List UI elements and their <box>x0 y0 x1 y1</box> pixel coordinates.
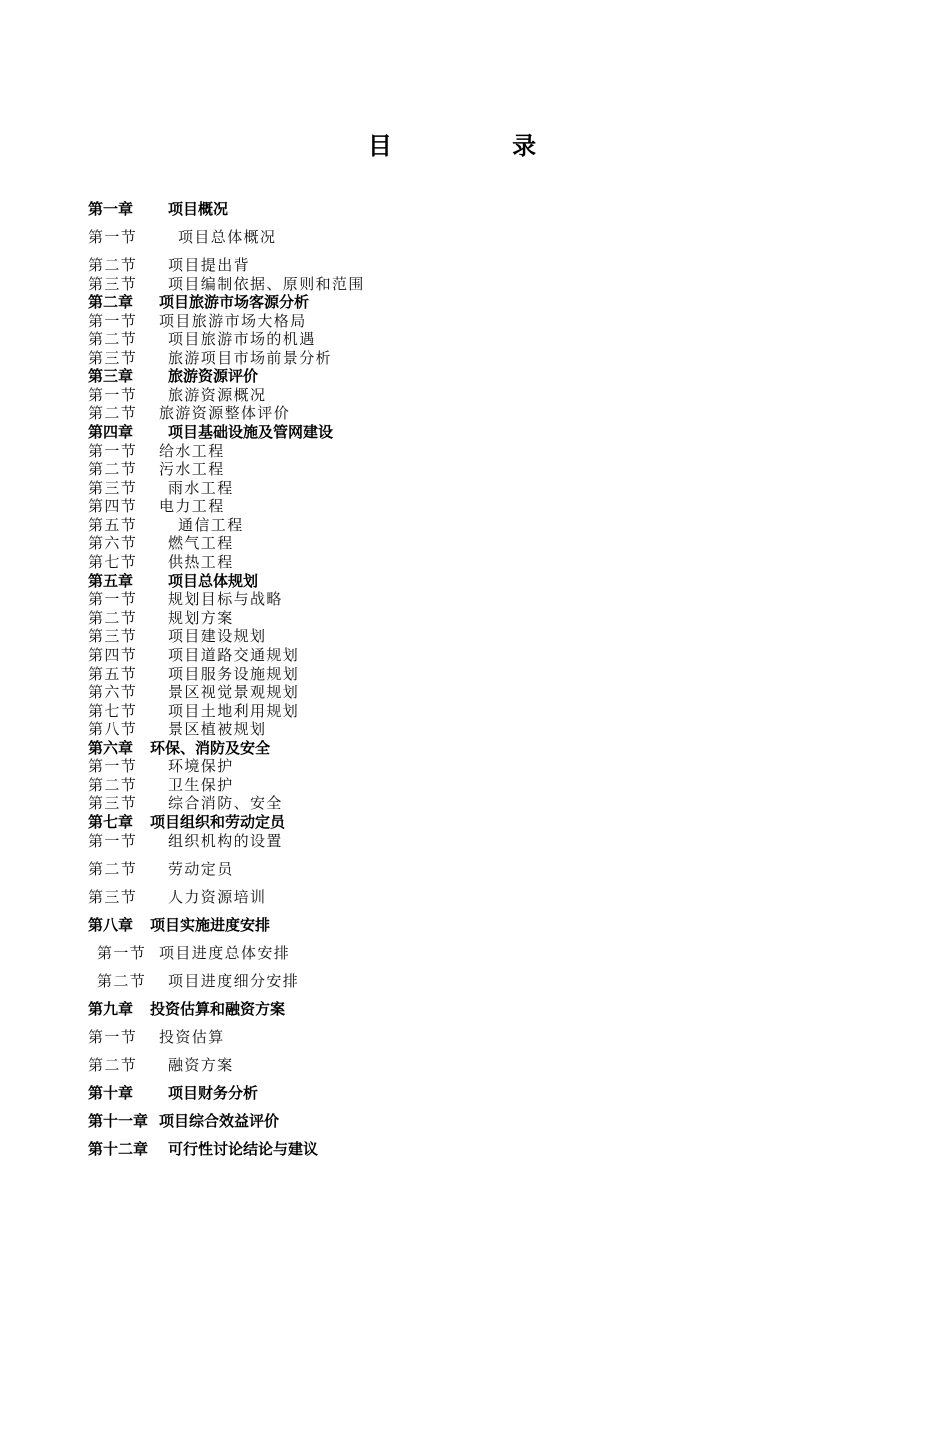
toc-entry-label: 规划方案 <box>168 609 234 627</box>
toc-section <box>88 626 266 646</box>
toc-entry-number: 第一节 <box>88 442 138 460</box>
toc-entry-number: 第三章 <box>88 367 134 385</box>
toc-entry-label: 环境保护 <box>168 757 234 775</box>
toc-entry-label: 项目进度总体安排 <box>159 944 291 962</box>
toc-section <box>88 793 283 813</box>
toc-chapter <box>88 199 228 219</box>
toc-entry-label: 项目服务设施规划 <box>168 665 300 683</box>
toc-entry-number: 第八节 <box>88 720 138 738</box>
toc-section <box>88 348 332 368</box>
toc-entry-number: 第一节 <box>88 590 138 608</box>
toc-entry-label: 项目土地利用规划 <box>168 702 300 720</box>
toc-entry-label: 投资估算 <box>159 1028 225 1046</box>
toc-entry-label: 卫生保护 <box>168 776 234 794</box>
toc-entry-label: 电力工程 <box>159 497 225 515</box>
toc-entry-number: 第三节 <box>88 627 138 645</box>
toc-section <box>88 645 299 665</box>
toc-entry-number: 第二节 <box>88 860 138 878</box>
toc-entry-number: 第四章 <box>88 423 134 441</box>
toc-entry-label: 融资方案 <box>168 1056 234 1074</box>
toc-entry-label: 项目建设规划 <box>168 627 267 645</box>
toc-entry-label: 项目综合效益评价 <box>159 1112 280 1130</box>
toc-entry-number: 第四节 <box>88 497 138 515</box>
toc-chapter <box>88 915 270 935</box>
toc-section <box>88 756 234 776</box>
toc-section <box>88 1027 225 1047</box>
toc-chapter <box>88 292 309 312</box>
toc-entry-number: 第二节 <box>88 330 138 348</box>
toc-entry-number: 第二节 <box>88 404 138 422</box>
toc-entry-number: 第三节 <box>88 349 138 367</box>
toc-entry-number: 第一节 <box>97 944 147 962</box>
toc-entry-label: 景区植被规划 <box>168 720 267 738</box>
toc-entry-label: 人力资源培训 <box>168 888 267 906</box>
toc-entry-label: 项目编制依据、原则和范围 <box>168 275 365 293</box>
toc-entry-number: 第四节 <box>88 646 138 664</box>
toc-entry-number: 第三节 <box>88 888 138 906</box>
toc-section <box>97 943 290 963</box>
toc-chapter <box>88 1111 279 1131</box>
page-title: 目 录 <box>367 131 593 160</box>
toc-chapter <box>88 571 258 591</box>
toc-entry-label: 项目进度细分安排 <box>168 972 300 990</box>
toc-entry-number: 第一节 <box>88 757 138 775</box>
toc-chapter <box>88 812 285 832</box>
toc-entry-number: 第十二章 <box>88 1140 149 1158</box>
toc-entry-label: 组织机构的设置 <box>168 832 283 850</box>
toc-section <box>88 608 234 628</box>
toc-section <box>88 311 307 331</box>
toc-chapter <box>88 1139 318 1159</box>
toc-section <box>97 971 299 991</box>
toc-section <box>88 385 266 405</box>
toc-entry-number: 第七节 <box>88 553 138 571</box>
toc-entry-number: 第十一章 <box>88 1112 149 1130</box>
toc-section <box>88 664 299 684</box>
toc-section <box>88 682 299 702</box>
toc-chapter <box>88 999 285 1019</box>
toc-section <box>88 775 234 795</box>
toc-entry-label: 项目概况 <box>168 200 229 218</box>
toc-entry-label: 项目旅游市场客源分析 <box>159 293 310 311</box>
toc-entry-label: 通信工程 <box>178 516 244 534</box>
toc-entry-label: 项目基础设施及管网建设 <box>168 423 334 441</box>
toc-entry-label: 项目总体规划 <box>168 572 259 590</box>
toc-entry-number: 第六章 <box>88 739 134 757</box>
toc-entry-label: 燃气工程 <box>168 534 234 552</box>
toc-entry-label: 旅游项目市场前景分析 <box>168 349 333 367</box>
toc-entry-label: 项目旅游市场的机遇 <box>168 330 316 348</box>
toc-entry-number: 第八章 <box>88 916 134 934</box>
toc-entry-label: 投资估算和融资方案 <box>150 1000 286 1018</box>
toc-entry-number: 第二节 <box>97 972 147 990</box>
toc-entry-number: 第七节 <box>88 702 138 720</box>
toc-entry-label: 项目总体概况 <box>178 228 277 246</box>
toc-entry-label: 劳动定员 <box>168 860 234 878</box>
toc-entry-label: 雨水工程 <box>168 479 234 497</box>
toc-entry-number: 第十章 <box>88 1084 134 1102</box>
toc-section <box>88 887 266 907</box>
toc-section <box>88 701 299 721</box>
toc-section <box>88 589 283 609</box>
toc-entry-number: 第一节 <box>88 832 138 850</box>
toc-entry-label: 旅游资源评价 <box>168 367 259 385</box>
toc-entry-number: 第二章 <box>88 293 134 311</box>
toc-entry-number: 第二节 <box>88 1056 138 1074</box>
toc-section <box>88 227 276 247</box>
toc-entry-number: 第三节 <box>88 479 138 497</box>
toc-entry-number: 第七章 <box>88 813 134 831</box>
toc-section <box>88 859 234 879</box>
toc-entry-label: 项目提出背 <box>168 256 251 274</box>
toc-entry-label: 综合消防、安全 <box>168 794 283 812</box>
toc-entry-number: 第二节 <box>88 460 138 478</box>
toc-chapter <box>88 738 270 758</box>
toc-entry-label: 规划目标与战略 <box>168 590 283 608</box>
toc-entry-number: 第一节 <box>88 386 138 404</box>
toc-section <box>88 515 244 535</box>
toc-entry-label: 项目道路交通规划 <box>168 646 300 664</box>
toc-entry-number: 第三节 <box>88 794 138 812</box>
toc-entry-label: 项目财务分析 <box>168 1084 259 1102</box>
toc-entry-label: 给水工程 <box>159 442 225 460</box>
toc-entry-number: 第五节 <box>88 665 138 683</box>
toc-section <box>88 255 250 275</box>
toc-section <box>88 552 234 572</box>
toc-entry-label: 旅游资源概况 <box>168 386 267 404</box>
toc-section <box>88 403 290 423</box>
toc-section <box>88 274 365 294</box>
toc-entry-number: 第一节 <box>88 312 138 330</box>
toc-entry-number: 第二节 <box>88 256 138 274</box>
toc-chapter <box>88 1083 258 1103</box>
toc-entry-label: 项目实施进度安排 <box>150 916 271 934</box>
toc-entry-label: 可行性讨论结论与建议 <box>168 1140 319 1158</box>
toc-entry-label: 供热工程 <box>168 553 234 571</box>
toc-entry-number: 第六节 <box>88 534 138 552</box>
toc-entry-number: 第五章 <box>88 572 134 590</box>
toc-section <box>88 533 234 553</box>
toc-chapter <box>88 366 258 386</box>
toc-entry-label: 污水工程 <box>159 460 225 478</box>
toc-entry-label: 景区视觉景观规划 <box>168 683 300 701</box>
toc-entry-label: 项目旅游市场大格局 <box>159 312 307 330</box>
toc-section <box>88 496 225 516</box>
toc-entry-number: 第一节 <box>88 228 138 246</box>
toc-section <box>88 831 283 851</box>
toc-entry-number: 第六节 <box>88 683 138 701</box>
toc-chapter <box>88 422 333 442</box>
toc-section <box>88 329 316 349</box>
toc-entry-number: 第二节 <box>88 776 138 794</box>
toc-section <box>88 478 234 498</box>
toc-section <box>88 719 266 739</box>
toc-section <box>88 441 225 461</box>
toc-entry-number: 第二节 <box>88 609 138 627</box>
toc-entry-number: 第九章 <box>88 1000 134 1018</box>
toc-entry-number: 第五节 <box>88 516 138 534</box>
toc-entry-number: 第一章 <box>88 200 134 218</box>
toc-entry-label: 环保、消防及安全 <box>150 739 271 757</box>
toc-section <box>88 1055 234 1075</box>
toc-entry-label: 项目组织和劳动定员 <box>150 813 286 831</box>
toc-entry-label: 旅游资源整体评价 <box>159 404 291 422</box>
toc-section <box>88 459 225 479</box>
toc-entry-number: 第一节 <box>88 1028 138 1046</box>
toc-entry-number: 第三节 <box>88 275 138 293</box>
